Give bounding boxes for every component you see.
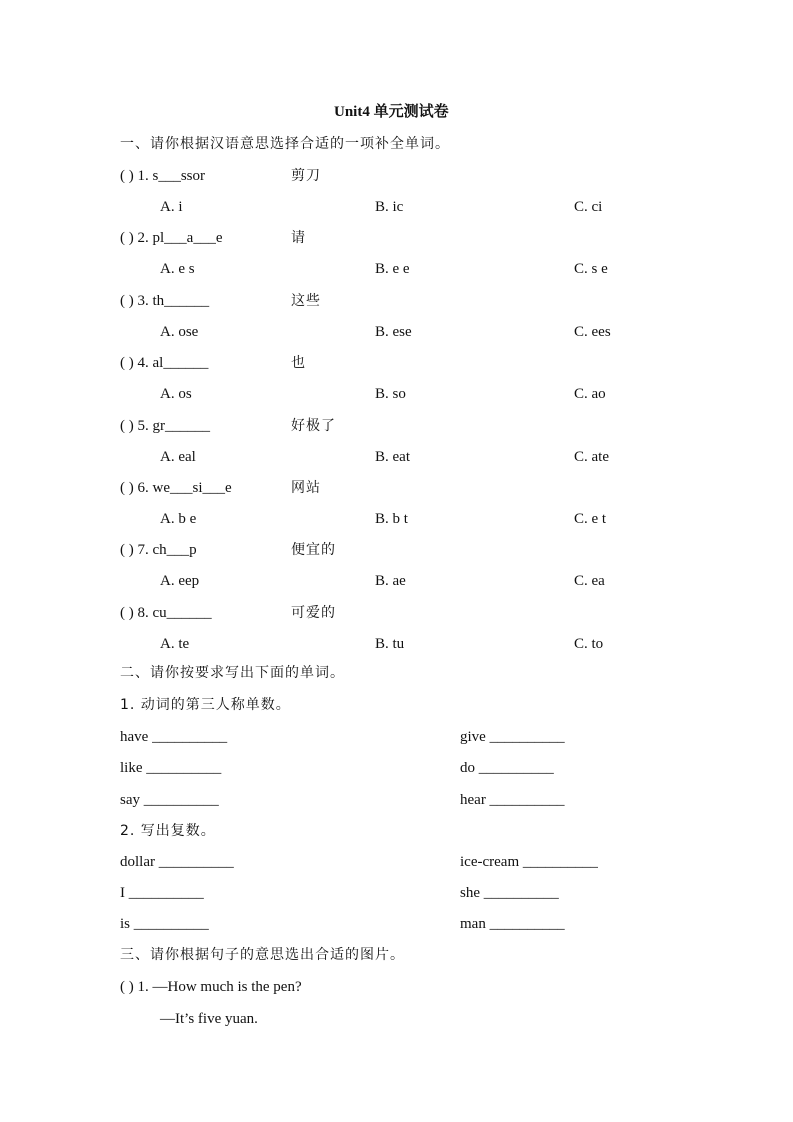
option-c: C. e t (574, 511, 607, 527)
question-stem: ( ) 6. we___si___e (120, 480, 232, 496)
option-b: B. so (375, 386, 406, 402)
word-row-right: do __________ (460, 760, 554, 776)
option-b: B. e e (375, 261, 410, 277)
page-title: Unit4 单元测试卷 (334, 104, 449, 120)
question-stem: ( ) 1. s___ssor (120, 168, 205, 184)
question-stem: ( ) 2. pl___a___e (120, 230, 223, 246)
section2-part2-label: 2. 写出复数。 (120, 823, 216, 839)
word-row-left: say __________ (120, 792, 219, 808)
question-stem: ( ) 8. cu______ (120, 605, 212, 621)
option-b: B. eat (375, 449, 410, 465)
option-a: A. b e (160, 511, 197, 527)
word-row-right: give __________ (460, 729, 565, 745)
option-a: A. os (160, 386, 192, 402)
option-c: C. s e (574, 261, 608, 277)
section2-part1-label: 1. 动词的第三人称单数。 (120, 697, 291, 713)
option-c: C. ao (574, 386, 606, 402)
option-a: A. ose (160, 324, 199, 340)
option-c: C. ci (574, 199, 603, 215)
section1-heading: 一、请你根据汉语意思选择合适的一项补全单词。 (120, 136, 450, 152)
question-meaning: 请 (291, 230, 306, 246)
question-meaning: 剪刀 (291, 168, 321, 184)
section2-heading: 二、请你按要求写出下面的单词。 (120, 665, 345, 681)
section3-question-1: ( ) 1. —How much is the pen? (120, 979, 302, 995)
option-c: C. ees (574, 324, 611, 340)
question-stem: ( ) 4. al______ (120, 355, 209, 371)
question-meaning: 网站 (291, 480, 321, 496)
option-a: A. eal (160, 449, 196, 465)
option-c: C. to (574, 636, 604, 652)
option-b: B. b t (375, 511, 408, 527)
option-a: A. i (160, 199, 183, 215)
option-a: A. e s (160, 261, 195, 277)
question-meaning: 这些 (291, 293, 321, 309)
word-row-right: ice-cream __________ (460, 854, 598, 870)
section3-heading: 三、请你根据句子的意思选出合适的图片。 (120, 947, 405, 963)
option-b: B. ae (375, 573, 406, 589)
question-meaning: 可爱的 (291, 605, 336, 621)
question-meaning: 好极了 (291, 418, 336, 434)
option-b: B. tu (375, 636, 405, 652)
question-stem: ( ) 3. th______ (120, 293, 210, 309)
section3-answer-1: —It’s five yuan. (160, 1011, 258, 1027)
option-a: A. eep (160, 573, 200, 589)
word-row-left: dollar __________ (120, 854, 234, 870)
word-row-left: like __________ (120, 760, 222, 776)
option-a: A. te (160, 636, 190, 652)
option-b: B. ic (375, 199, 404, 215)
option-b: B. ese (375, 324, 412, 340)
word-row-left: I __________ (120, 885, 204, 901)
word-row-left: is __________ (120, 916, 209, 932)
question-meaning: 也 (291, 355, 306, 371)
question-meaning: 便宜的 (291, 542, 336, 558)
word-row-right: she __________ (460, 885, 559, 901)
option-c: C. ea (574, 573, 605, 589)
option-c: C. ate (574, 449, 609, 465)
word-row-right: man __________ (460, 916, 565, 932)
question-stem: ( ) 5. gr______ (120, 418, 210, 434)
word-row-left: have __________ (120, 729, 228, 745)
question-stem: ( ) 7. ch___p (120, 542, 197, 558)
word-row-right: hear __________ (460, 792, 565, 808)
